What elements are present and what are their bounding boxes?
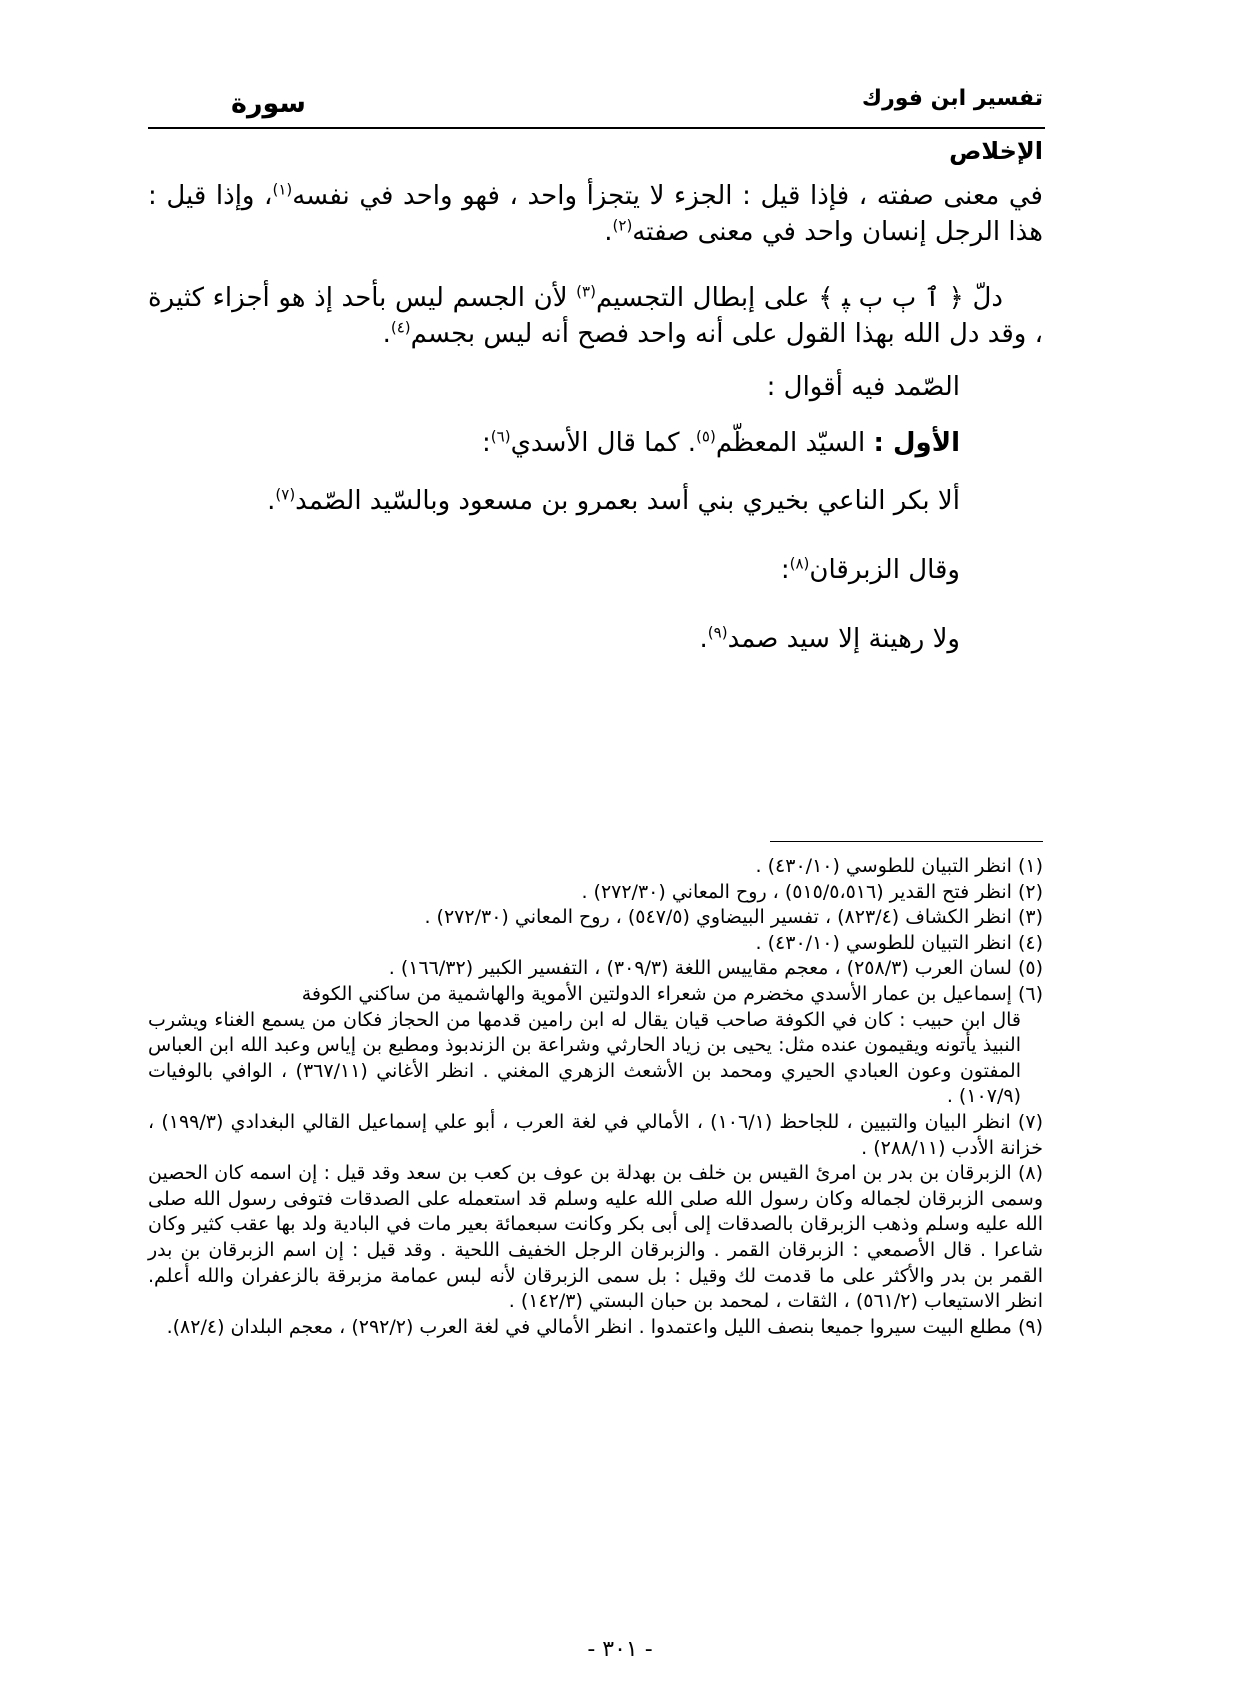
running-header-book-title: تفسير ابن فورك bbox=[861, 86, 1043, 111]
footnote: (٨) الزبرقان بن بدر بن امرئ القيس بن خلف بن بهدلة بن عوف بن كعب بن سعد وقد قيل : إن اسمه كان الحصين وسمى الزبرقان لجماله وكان رسول الله صلى الله عليه وسلم قد استعمله على الصدقات فتوفى رسول الله صلى الله عليه وسلم وذهب الزبرقان بالصدقات إلى أبى بكر وكانت سبعمائة بعير مات في البادية ولد بها عقب كثير وكان شاعرا . قال الأصمعي : الزبرقان القمر . والزبرقان الرجل الخفيف اللحية . وقد قيل : إن اسم الزبرقان بن بدر القمر بن بدر والأكثر على ما قدمت لك وقيل : بل سمى الزبرقان لأنه لبس عمامة مزبرقة بالزعفران والله أعلم. انظر الاستيعاب (٥٦١/٢) ، الثقات ، لمحمد بن حبان البستي (١٤٢/٣) . bbox=[148, 1162, 1043, 1313]
verse-1: ألا بكر الناعي بخيري بني أسد بعمرو بن مسعود وبالسّيد الصّمد$^{(٧)}$. bbox=[267, 485, 960, 516]
footnote: (٥) لسان العرب (٢٥٨/٣) ، معجم مقاييس اللغة (٣٠٩/٣) ، التفسير الكبير (١٦٦/٣٢) . bbox=[388, 957, 1043, 980]
footnote: (٩) مطلع البيت سيروا جميعا بنصف الليل واعتمدوا . انظر الأمالي في لغة العرب (٢٩٢/٢) ، معجم البلدان (٨٢/٤). bbox=[166, 1315, 1043, 1338]
header-rule bbox=[148, 127, 1045, 129]
surah-name: الإخلاص bbox=[949, 137, 1043, 165]
footnote: (١) انظر التبيان للطوسي (٤٣٠/١٠) . bbox=[755, 855, 1043, 877]
first-opinion-label: الأول : bbox=[873, 428, 960, 458]
verse-2: ولا رهينة إلا سيد صمد$^{(٩)}$. bbox=[699, 623, 960, 654]
body-paragraph-1: في معنى صفته ، فإذا قيل : الجزء لا يتجزأ واحد ، فهو واحد في نفسه$^{(١)}$، وإذا قيل : هذا الرجل إنسان واحد في معنى صفته$^{(٢)}$. bbox=[148, 180, 1043, 247]
footnote-rule bbox=[770, 841, 1043, 842]
running-header-section: سورة bbox=[231, 88, 306, 119]
footnotes bbox=[148, 854, 1043, 1340]
samad-intro: الصّمد فيه أقوال : bbox=[766, 372, 960, 402]
body-paragraph-2: دلّ ﴿ ٱ ٻ ٻ ﭙ ﴾ على إبطال التجسيم$^{(٣)}$ لأن الجسم ليس بأحد إذ هو أجزاء كثيرة ، وقد دل الله بهذا القول على أنه واحد فصح أنه ليس بجسم$^{(٤)}$. bbox=[148, 282, 1043, 349]
page-number: - ٣٠١ - bbox=[587, 1637, 653, 1662]
footnote: (٣) انظر الكشاف (٨٢٣/٤) ، تفسير البيضاوي (٥٤٧/٥) ، روح المعاني (٢٧٢/٣٠) . bbox=[424, 906, 1043, 929]
first-opinion bbox=[482, 428, 960, 458]
footnote: (٧) انظر البيان والتبيين ، للجاحظ (١٠٦/١) ، الأمالي في لغة العرب ، أبو علي إسماعيل القالي البغدادي (١٩٩/٣) ، خزانة الأدب (٢٨٨/١١) . bbox=[148, 1110, 1043, 1159]
footnote: (٢) انظر فتح القدير (٥١٥/٥،٥١٦) ، روح المعاني (٢٧٢/٣٠) . bbox=[581, 880, 1043, 903]
footnote-continuation: قال ابن حبيب : كان في الكوفة صاحب قيان يقال له ابن رامين قدمها من الحجاز فكان من يسمع الغناء ويشرب النبيذ يأتونه ويقيمون عنده مثل: يحيى بن زياد الحارثي وشراعة بن الزندبوذ ومطيع بن إياس وعبد الله ابن العباس المفتون وعون العبادي الحيري ومحمد بن الأشعث الزهري المغني . انظر الأغاني (٣٦٧/١١) ، الوافي بالوفيات (١٠٧/٩) . bbox=[148, 1008, 1021, 1108]
footnote: (٤) انظر التبيان للطوسي (٤٣٠/١٠) . bbox=[755, 931, 1043, 954]
first-opinion-text: السيّد المعظّم$^{(٥)}$. كما قال الأسدي$^{(٦)}$: bbox=[482, 427, 866, 458]
zibriqan-intro: وقال الزبرقان$^{(٨)}$: bbox=[780, 554, 960, 585]
footnote: (٦) إسماعيل بن عمار الأسدي مخضرم من شعراء الدولتين الأموية والهاشمية من ساكني الكوفة bbox=[301, 982, 1043, 1005]
